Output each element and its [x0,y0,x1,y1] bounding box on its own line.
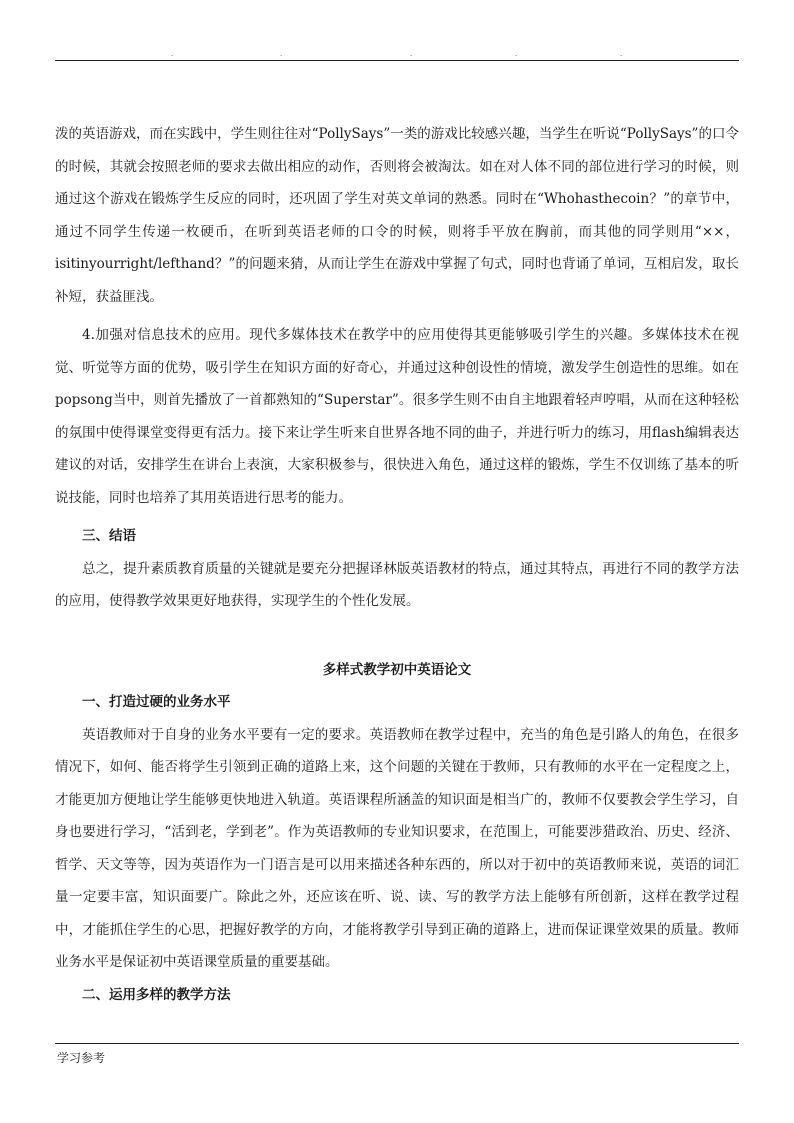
footer-rule [55,1043,739,1044]
header-dot: . [620,50,623,58]
header-dot: . [410,50,413,58]
heading-teaching-methods: 二、运用多样的教学方法 [82,986,231,1003]
paragraph-business-level: 英语教师对于自身的业务水平要有一定的要求。英语教师在教学过程中，充当的角色是引路人的角色，在很多情况下，如何、能否将学生引领到正确的道路上来，这个问题的关键在于教师，只有教师的水平在一定程度之上，才能更加方便地让学生能够更快地进入轨道。英语课程所涵盖的知识面是相当广的，教师不仅要教会学生学习，自身也要进行学习，“活到老，学到老”。作为英语教师的专业知识要求，在范围上，可能要涉猎政治、历史、经济、哲学、天文等等，因为英语作为一门语言是可以用来描述各种东西的，所以对于初中的英语教师来说，英语的词汇量一定要丰富，知识面要广。除此之外，还应该在听、说、读、写的教学方法上能够有所创新，这样在教学过程中，才能抓住学生的心思，把握好教学的方向，才能将教学引导到正确的道路上，进而保证课堂效果的质量。教师业务水平是保证初中英语课堂质量的重要基础。 [55,726,739,970]
header-dot: . [515,50,518,58]
paragraph-game-continuation: 泼的英语游戏，而在实践中，学生则往往对“PollySays”一类的游戏比较感兴趣，当学生在听说“PollySays”的口令的时候，其就会按照老师的要求去做出相应的动作，否则将会被淘汰。如在对人体不同的部位进行学习的时候，则通过这个游戏在锻炼学生反应的同时，还巩固了学生对英文单词的熟悉。同时在“Whohasthecoin？”的章节中，通过不同学生传递一枚硬币，在听到英语老师的口令的时候，则将手平放在胸前，而其他的同学则用“××，isitinyourright/lefthand？”的问题来猜，从而让学生在游戏中掌握了句式，同时也背诵了单词，互相启发，取长补短，获益匪浅。 [55,126,739,305]
article-title: 多样式教学初中英语论文 [322,661,472,678]
heading-conclusion: 三、结语 [82,528,136,544]
header-dot: . [280,50,283,58]
paragraph-conclusion: 总之，提升素质教育质量的关键就是要充分把握译林版英语教材的特点，通过其特点，再进行不同的教学方法的应用，使得教学效果更好地获得，实现学生的个性化发展。 [55,560,739,609]
header-dot: . [171,50,174,58]
header-rule [55,60,739,61]
header-dots [55,50,739,58]
document-body [55,118,739,1011]
heading-business-level: 一、打造过硬的业务水平 [82,694,231,710]
paragraph-information-technology: 4.加强对信息技术的应用。现代多媒体技术在教学中的应用使得其更能够吸引学生的兴趣。多媒体技术在视觉、听觉等方面的优势，吸引学生在知识方面的好奇心，并通过这种创设性的情境，激发学生创造性的思维。如在popsong当中，则首先播放了一首都熟知的“Superstar”。很多学生则不由自主地跟着轻声哼唱，从而在这种轻松的氛围中使得课堂变得更有活力。接下来让学生听来自世界各地不同的曲子，并进行听力的练习，用flash编辑表达建议的对话，安排学生在讲台上表演，大家积极参与，很快进入角色，通过这样的锻炼，学生不仅训练了基本的听说技能，同时也培养了其用英语进行思考的能力。 [55,327,739,506]
footer-label: 学习参考 [57,1051,106,1065]
